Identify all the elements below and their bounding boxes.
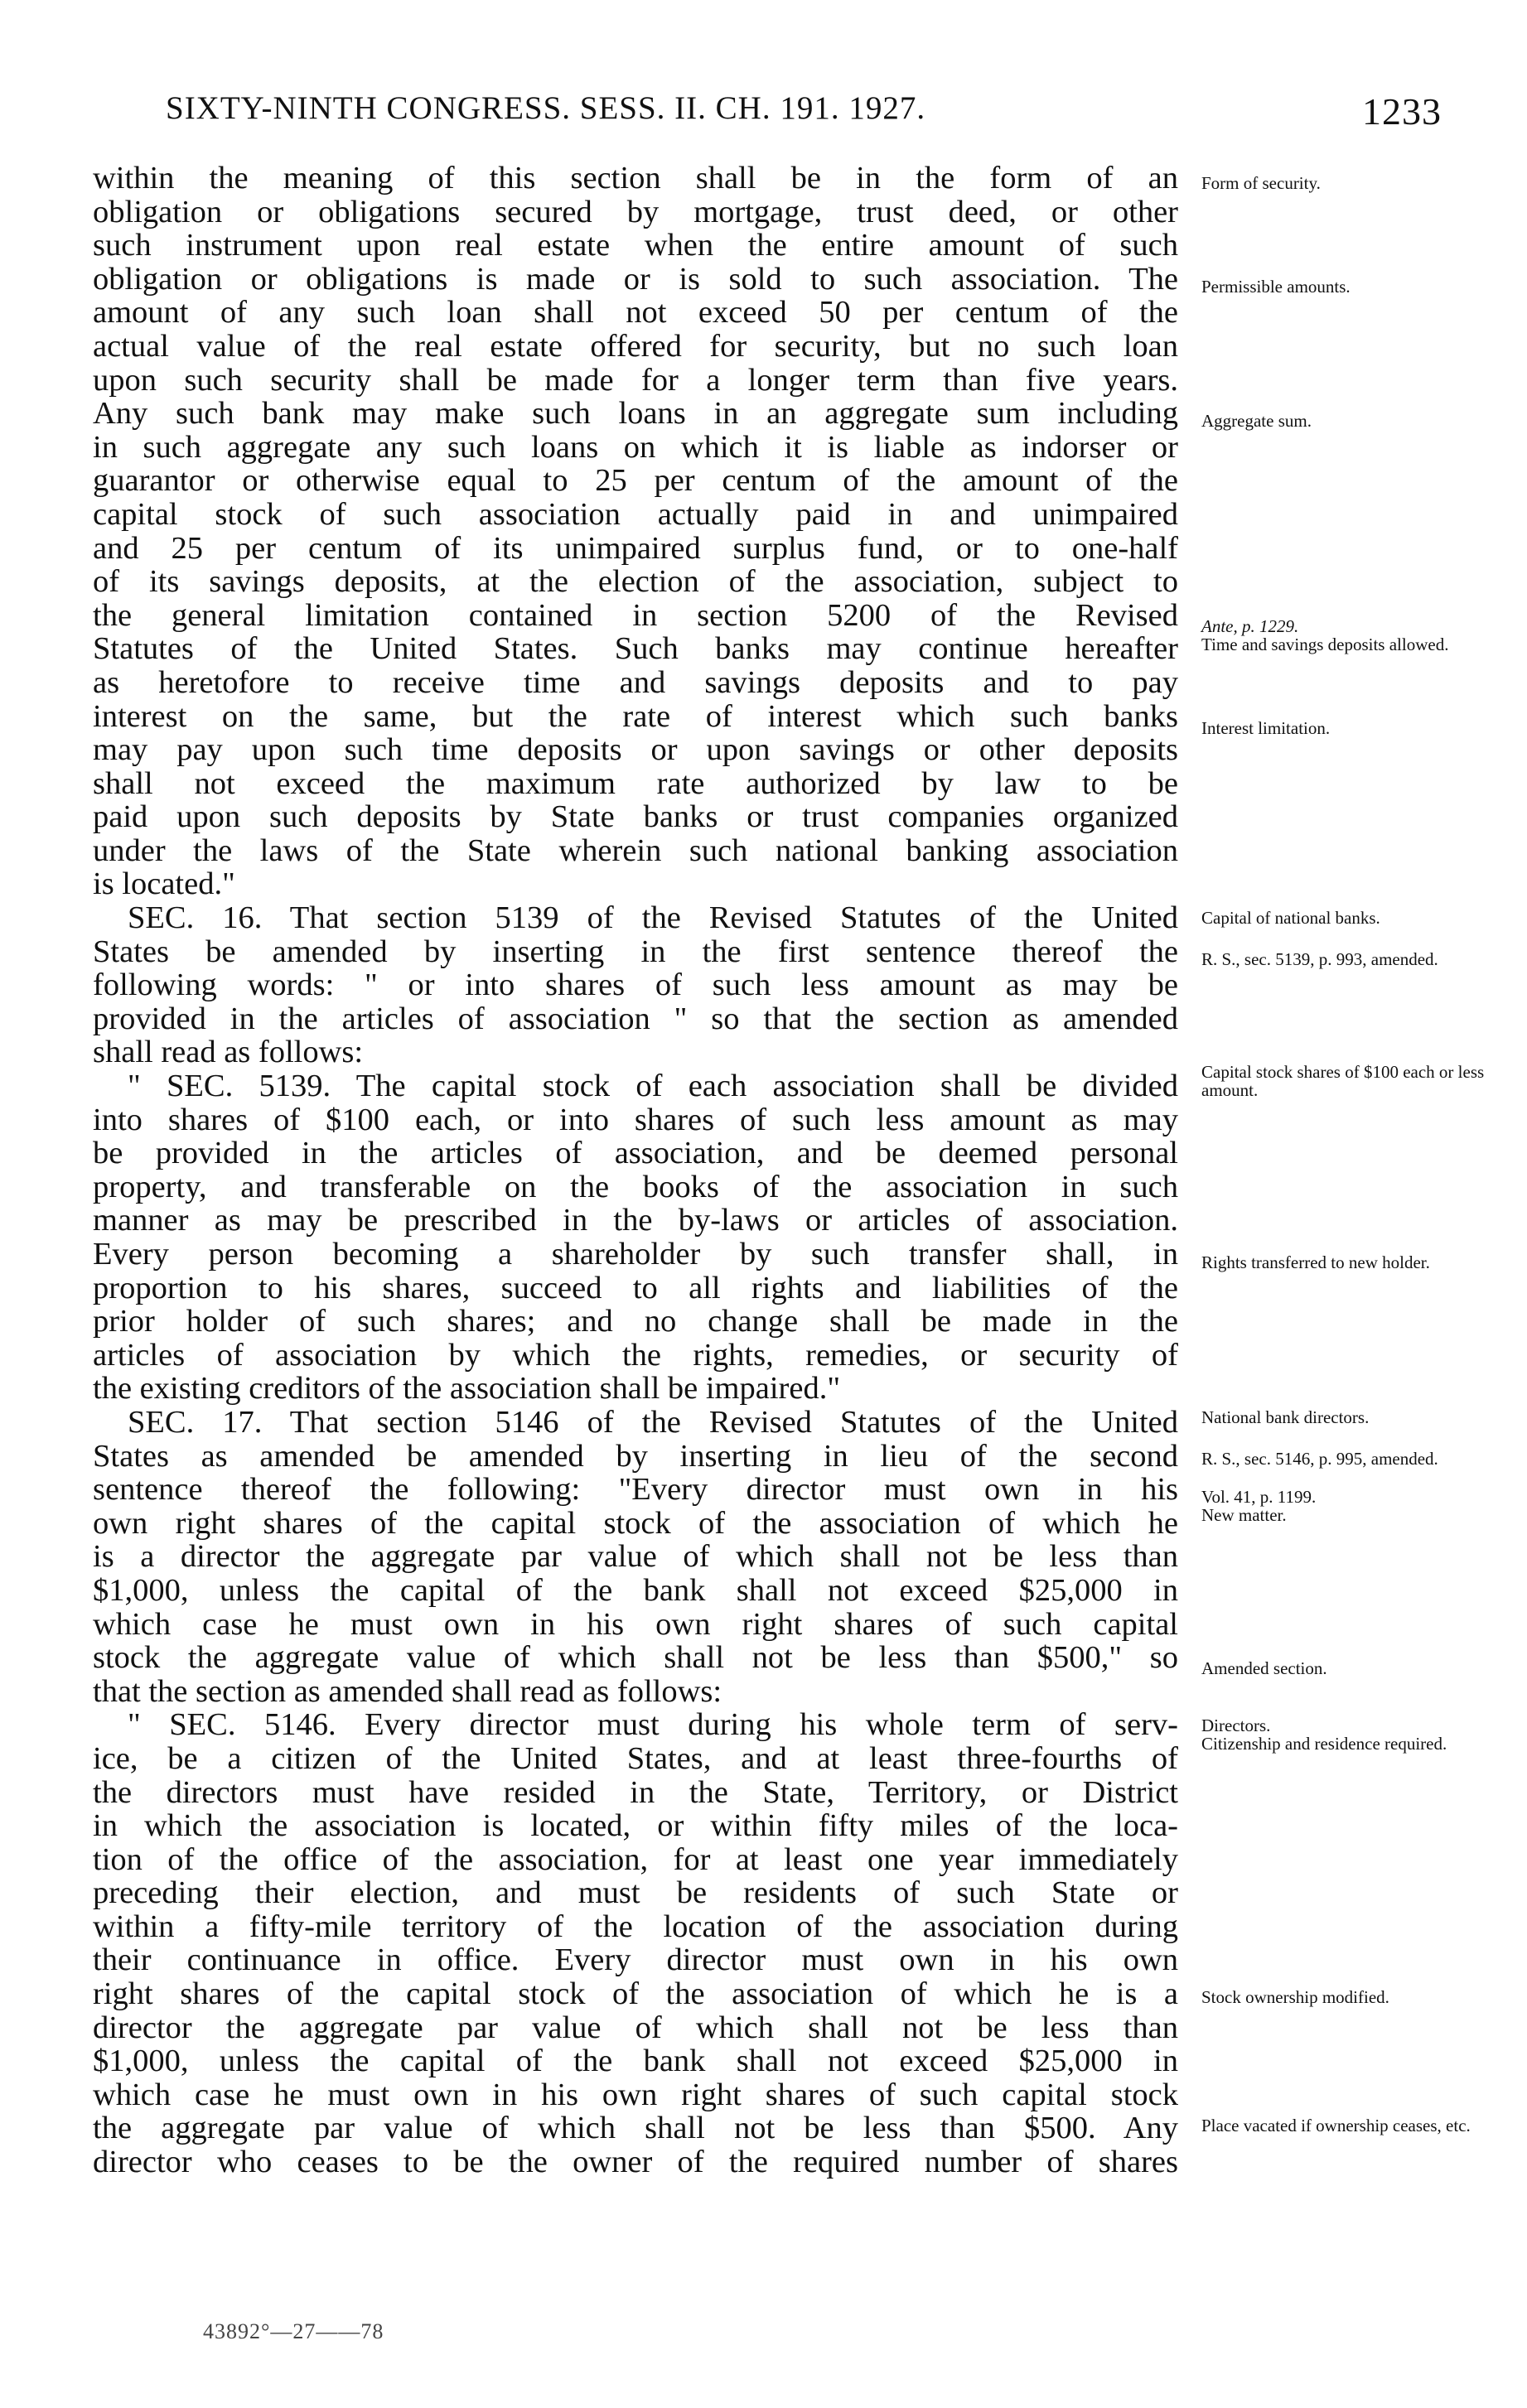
text-line: within a fifty-mile territory of the location of the association during [93, 1909, 1178, 1944]
text-line: in which the association is located, or within fifty miles of the loca- [93, 1808, 1178, 1844]
page-number: 1233 [1362, 90, 1442, 133]
text-line: is located." [93, 866, 235, 902]
text-line: be provided in the articles of association, and be deemed personal [93, 1136, 1178, 1171]
text-line: obligation or obligations secured by mortgage, trust deed, or other [93, 194, 1178, 229]
text-line: property, and transferable on the books of the association in such [93, 1169, 1178, 1204]
marginal-note: Time and savings deposits allowed. [1201, 635, 1449, 654]
text-line: into shares of $100 each, or into shares of such less amount as may [93, 1102, 1178, 1137]
marginal-note: R. S., sec. 5139, p. 993, amended. [1201, 949, 1438, 969]
marginal-note: New matter. [1201, 1505, 1287, 1525]
text-line: $1,000, unless the capital of the bank shall not exceed $25,000 in [93, 1572, 1178, 1608]
text-line: the directors must have resided in the State, Territory, or District [93, 1774, 1178, 1810]
text-line: under the laws of the State wherein such national banking association [93, 832, 1178, 868]
running-head: SIXTY-NINTH CONGRESS. SESS. II. CH. 191. 1927. [166, 90, 926, 126]
text-line: actual value of the real estate offered for security, but no such loan [93, 328, 1178, 364]
text-line: Statutes of the United States. Such banks may continue hereafter [93, 631, 1178, 667]
text-line: the general limitation contained in section 5200 of the Revised [93, 597, 1178, 633]
marginal-note: Stock ownership modified. [1201, 1987, 1389, 2007]
marginal-note: Rights transferred to new holder. [1201, 1252, 1430, 1272]
text-line: $1,000, unless the capital of the bank shall not exceed $25,000 in [93, 2044, 1178, 2079]
text-line: capital stock of such association actually paid in and unimpaired [93, 496, 1178, 532]
text-line: proportion to his shares, succeed to all rights and liabilities of the [93, 1270, 1178, 1305]
text-line: stock the aggregate value of which shall not be less than $500," so [93, 1640, 1178, 1676]
text-line: States as amended be amended by inserting in lieu of the second [93, 1438, 1178, 1474]
text-line: is a director the aggregate par value of which shall not be less than [93, 1539, 1178, 1575]
marginal-note: Ante, p. 1229. [1201, 616, 1299, 636]
text-line: shall read as follows: [93, 1035, 364, 1070]
marginal-note: Directors. [1201, 1716, 1271, 1735]
marginal-note: Form of security. [1201, 173, 1321, 193]
text-line: such instrument upon real estate when the entire amount of such [93, 228, 1178, 263]
marginal-note: Aggregate sum. [1201, 411, 1312, 431]
text-line: " SEC. 5139. The capital stock of each association shall be divided [128, 1069, 1178, 1104]
marginal-note: Citizenship and residence required. [1201, 1734, 1447, 1754]
text-line: which case he must own in his own right shares of such capital [93, 1606, 1178, 1642]
marginal-note: R. S., sec. 5146, p. 995, amended. [1201, 1449, 1438, 1469]
marginal-note: National bank directors. [1201, 1407, 1370, 1427]
text-line: prior holder of such shares; and no change shall be made in the [93, 1304, 1178, 1339]
marginal-note: Vol. 41, p. 1199. [1201, 1487, 1317, 1507]
page-header [166, 89, 1442, 139]
text-line: articles of association by which the rights, remedies, or security of [93, 1337, 1178, 1373]
text-line: preceding their election, and must be residents of such State or [93, 1875, 1178, 1911]
text-line: right shares of the capital stock of the association of which he is a [93, 1976, 1178, 2012]
text-line: SEC. 17. That section 5146 of the Revised Statutes of the United [128, 1404, 1178, 1440]
printer-signature: 43892°—27——78 [203, 2319, 384, 2343]
text-line: ice, be a citizen of the United States, and at least three-fourths of [93, 1740, 1178, 1776]
text-line: director the aggregate par value of which shall not be less than [93, 2010, 1178, 2045]
text-line: tion of the office of the association, for at least one year immediately [93, 1841, 1178, 1877]
text-line: upon such security shall be made for a longer term than five years. [93, 362, 1178, 398]
text-line: and 25 per centum of its unimpaired surplus fund, or to one-half [93, 530, 1178, 566]
body-text [93, 162, 1178, 2179]
text-line: SEC. 16. That section 5139 of the Revised Statutes of the United [128, 900, 1178, 936]
marginal-note: Amended section. [1201, 1658, 1327, 1678]
text-line: of its savings deposits, at the election of the association, subject to [93, 564, 1178, 600]
text-line: the aggregate par value of which shall not be less than $500. Any [93, 2111, 1178, 2146]
text-line: interest on the same, but the rate of interest which such banks [93, 698, 1178, 734]
text-line: shall not exceed the maximum rate authorized by law to be [93, 765, 1178, 801]
text-line: sentence thereof the following: "Every director must own in his [93, 1472, 1178, 1508]
text-line: paid upon such deposits by State banks or trust companies organized [93, 799, 1178, 835]
text-line: Every person becoming a shareholder by such transfer shall, in [93, 1237, 1178, 1272]
marginal-note: Permissible amounts. [1201, 277, 1351, 297]
text-line: amount of any such loan shall not exceed 50 per centum of the [93, 295, 1178, 331]
text-line: that the section as amended shall read as follows: [93, 1673, 722, 1709]
text-line: " SEC. 5146. Every director must during his whole term of serv- [128, 1707, 1178, 1743]
marginal-note: Capital stock shares of $100 each or less amount. [1201, 1062, 1485, 1100]
text-line: within the meaning of this section shall be in the form of an [93, 161, 1178, 195]
text-line: in such aggregate any such loans on which it is liable as indorser or [93, 429, 1178, 465]
text-line: obligation or obligations is made or is sold to such association. The [93, 261, 1178, 297]
marginal-note: Interest limitation. [1201, 718, 1331, 738]
text-line: provided in the articles of association " so that the section as amended [93, 1001, 1178, 1036]
text-line: their continuance in office. Every director must own in his own [93, 1942, 1178, 1978]
text-line: which case he must own in his own right shares of such capital stock [93, 2077, 1178, 2112]
text-line: director who ceases to be the owner of the required number of shares [93, 2145, 1178, 2180]
marginal-note: Place vacated if ownership ceases, etc. [1201, 2116, 1471, 2135]
text-line: the existing creditors of the association shall be impaired." [93, 1371, 841, 1407]
text-line: guarantor or otherwise equal to 25 per centum of the amount of the [93, 463, 1178, 499]
text-line: States be amended by inserting in the first sentence thereof the [93, 934, 1178, 969]
text-line: own right shares of the capital stock of the association of which he [93, 1505, 1178, 1541]
marginal-note: Capital of national banks. [1201, 908, 1380, 928]
text-line: as heretofore to receive time and savings deposits and to pay [93, 664, 1178, 700]
text-line: Any such bank may make such loans in an aggregate sum including [93, 396, 1178, 432]
text-line: may pay upon such time deposits or upon savings or other deposits [93, 732, 1178, 768]
text-line: following words: " or into shares of such less amount as may be [93, 968, 1178, 1003]
text-line: manner as may be prescribed in the by-laws or articles of association. [93, 1203, 1178, 1238]
